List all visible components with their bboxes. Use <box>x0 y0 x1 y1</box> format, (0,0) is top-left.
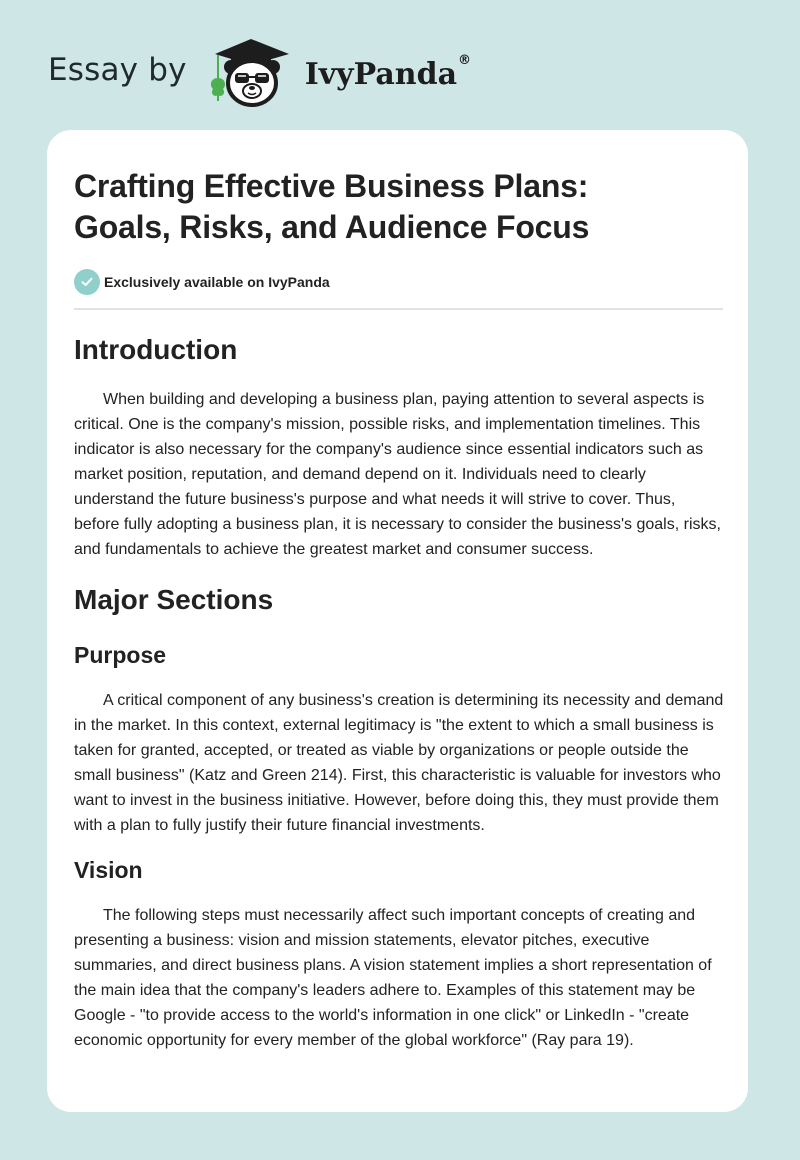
check-circle-icon <box>74 269 100 295</box>
title-line-2: Goals, Risks, and Audience Focus <box>74 209 590 245</box>
brand-header <box>48 36 471 108</box>
title-divider <box>74 308 723 310</box>
panda-logo-icon[interactable] <box>205 35 297 109</box>
brand-name-text: IvyPanda <box>304 56 458 92</box>
heading-purpose: Purpose <box>74 642 167 668</box>
registered-mark: ® <box>458 52 472 68</box>
heading-major-sections: Major Sections <box>74 584 274 615</box>
page-title <box>74 166 722 248</box>
heading-introduction: Introduction <box>74 334 238 365</box>
paragraph-purpose: A critical component of any business's creation is determining its necessity and demand in the market. In this context, external legitimacy is "the extent to which a small business is taken for granted, accepted, or treated as viable by organizations or people outside the small business" (Katz and Green 214). First, this characteristic is valuable for investors who want to invest in the business initiative. However, before doing this, they must provide them with a plan to fully justify their future financial investments. <box>74 692 724 834</box>
title-line-1: Crafting Effective Business Plans: <box>74 168 589 204</box>
exclusive-text: Exclusively available on IvyPanda <box>104 274 330 290</box>
essay-by-label: Essay by <box>48 52 187 88</box>
brand-name[interactable] <box>304 52 472 92</box>
essay-card <box>47 130 748 1112</box>
paragraph-vision: The following steps must necessarily affect such important concepts of creating and presenting a business: vision and mission statements, elevator pitches, executive summaries, and direct business plans. A vision statement implies a short representation of the main idea that the company's leaders adhere to. Examples of this statement may be Google - "to provide access to the world's information in one click" or LinkedIn - "create economic opportunity for every member of the global workforce" (Ray para 19). <box>74 907 712 1049</box>
exclusive-badge <box>74 269 722 295</box>
paragraph-introduction: When building and developing a business plan, paying attention to several aspects is critical. One is the company's mission, possible risks, and implementation timelines. This indicator is also necessary for the company's audience since essential indicators such as market position, reputation, and demand depend on it. Individuals need to clearly understand the future business's purpose and what needs it will strive to cover. Thus, before fully adopting a business plan, it is necessary to consider the business's goals, risks, and fundamentals to achieve the greatest market and consumer success. <box>74 391 721 558</box>
heading-vision: Vision <box>74 857 143 883</box>
